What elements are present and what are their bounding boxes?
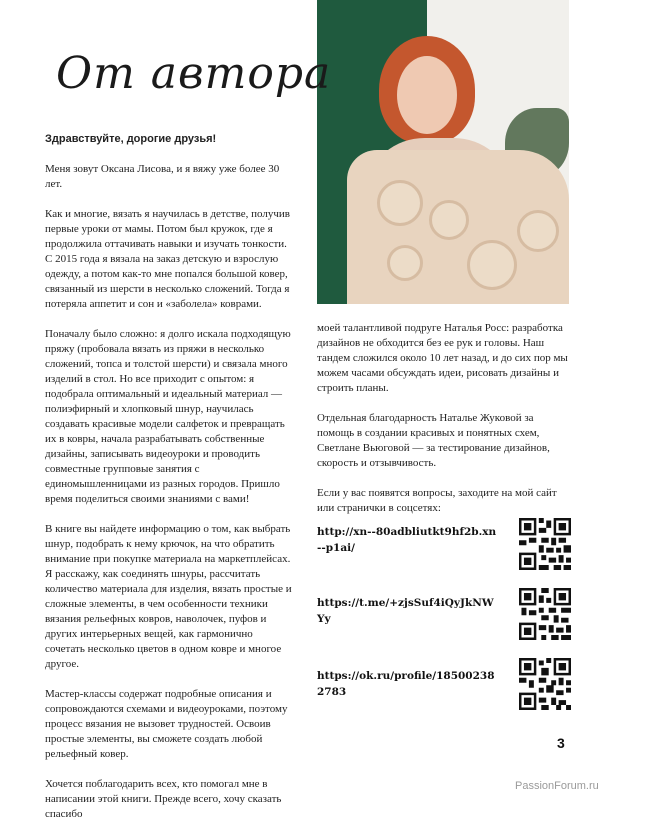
ok-profile-link[interactable]: https://ok.ru/profile/185002382783 — [317, 670, 495, 698]
paragraph: Как и многие, вязать я научилась в детстве, получив первые уроки от мамы. Потом был кружок, где я продолжила оттачивать навыки и изучать тонкости. С 2015 года я вязала на заказ детскую и взрослую одежду, а потом как-то мне попался большой ковер, связанный из шерсти в несколько сложений. Тогда я потеряла аппетит и сон и «заболела» коврами. — [45, 208, 290, 310]
author-photo — [317, 0, 569, 304]
paragraph: В книге вы найдете информацию о том, как выбрать шнур, подобрать к нему крючок, на что обратить внимание при покупке материала на маркетплейсах. Я расскажу, как соединять шнуры, рассчитать количество материала для изделия, вязать простые и сложные элементы, в чем особенности техники вязания рельефных ковров, наволочек, пуфов и других интерьерных вещей, как гармонично сочетать несколько цветов в одном ковре и многое другое. — [45, 523, 292, 670]
paragraph: Отдельная благодарность Наталье Жуковой за помощь в создании красивых и понятных схем, Светлане Вьюговой — за тестирование дизайнов, скорость и отзывчивость. — [317, 412, 550, 469]
telegram-link[interactable]: https://t.me/+zjsSuf4iQyJkNWYy — [317, 597, 494, 625]
paragraph: Меня зовут Оксана Лисова, и я вяжу уже более 30 лет. — [45, 163, 280, 190]
ok-link-row — [317, 658, 577, 720]
telegram-link-row — [317, 588, 577, 650]
qr-code-icon — [519, 588, 571, 640]
qr-code-icon — [519, 658, 571, 710]
paragraph: Хочется поблагодарить всех, кто помогал мне в написании этой книги. Прежде всего, хочу сказать спасибо — [45, 778, 282, 820]
paragraph: моей талантливой подруге Наталья Росс: разработка дизайнов не обходится без ее рук и головы. Наш тандем сложился около 10 лет назад, и до сих пор мы можем часами обсуждать идеи, рисовать дизайны и строить планы. — [317, 322, 568, 394]
left-column — [45, 132, 295, 837]
paragraph: Мастер-классы содержат подробные описания и сопровождаются схемами и видеоуроками, поэтому процесс вязания не вызовет трудностей. Освоив простые элементы, вы сможете создать любой рельефный ковер. — [45, 688, 288, 760]
greeting: Здравствуйте, дорогие друзья! — [45, 133, 217, 145]
paragraph: Если у вас появятся вопросы, заходите на мой сайт или странички в соцсетях: — [317, 487, 557, 514]
website-link[interactable]: http://xn--80adbliutkt9hf2b.xn--p1ai/ — [317, 526, 497, 554]
right-column — [317, 321, 569, 531]
qr-code-icon — [519, 518, 571, 570]
watermark: PassionForum.ru — [515, 780, 599, 792]
page-number: 3 — [557, 735, 565, 751]
paragraph: Поначалу было сложно: я долго искала подходящую пряжу (пробовала вязать из пряжи в несколько сложений, топса и толстой шерсти) и связала много изделий в стол. Но все приходит с опытом: я подобрала оптимальный и идеальный материал — полиэфирный и хлопковый шнур, научилась создавать красивые модели салфеток и превращать их в ковры, начала разрабатывать собственные дизайны, записывать видеоуроки и проводить совместные групповые занятия с единомышленницами из разных городов. Пришло время поделиться своими знаниями с вами! — [45, 328, 291, 505]
page-heading: От автора — [56, 48, 332, 99]
website-link-row — [317, 518, 577, 580]
